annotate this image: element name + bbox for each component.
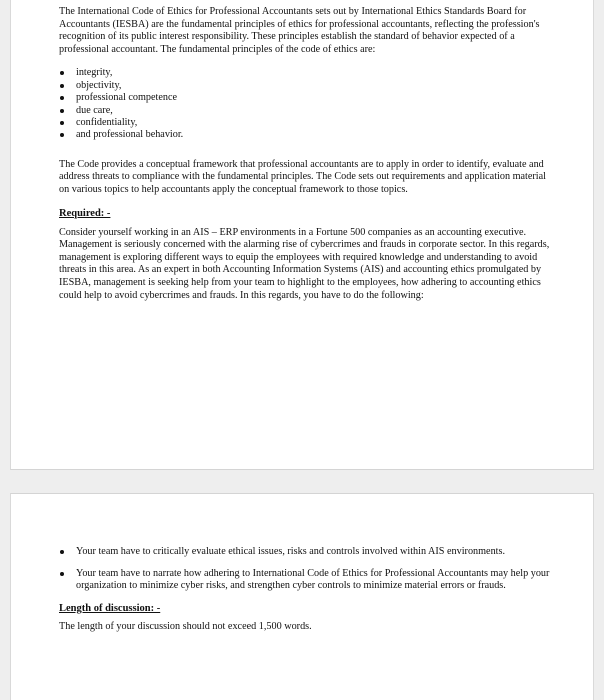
length-paragraph: The length of your discussion should not exceed 1,500 words. <box>59 620 312 632</box>
list-item: due care, <box>59 105 551 117</box>
framework-paragraph: The Code provides a conceptual framework that professional accountants are to apply in order to identify, evaluate and address threats to compliance with the fundamental principles. The Code sets out requirements and application material on various topics to help accountants apply the conceptual framework to those topics. <box>59 158 546 195</box>
list-item: objectivity, <box>59 80 551 92</box>
document-page-1 <box>10 0 594 470</box>
list-item: integrity, <box>59 67 551 79</box>
length-heading: Length of discussion: - <box>59 602 161 614</box>
intro-paragraph: The International Code of Ethics for Professional Accountants sets out by International Ethics Standards Board for Accountants (IESBA) are the fundamental principles of ethics for professional accountants, reflecting the profession's recognition of its public interest responsibility. These principles establish the standard of behavior expected of a professional accountant. The fundamental principles of the code of ethics are: <box>59 6 540 55</box>
list-item: and professional behavior. <box>59 129 551 141</box>
principles-list <box>59 67 551 141</box>
list-item: Your team have to narrate how adhering to International Code of Ethics for Professional Accountants may help your organization to minimize cyber risks, and strengthen cyber controls to minimize material errors or frauds. <box>59 568 551 593</box>
list-item: professional competence <box>59 92 551 104</box>
required-heading: Required: - <box>59 207 111 219</box>
document-page-2 <box>10 493 594 700</box>
scenario-paragraph: Consider yourself working in an AIS – ERP environments in a Fortune 500 companies as an accounting executive. Management is seriously concerned with the alarming rise of cybercrimes and frauds in corporate sector. In this regards, management is exploring different ways to equip the employees with required knowledge and understanding to avoid threats in this area. As an expert in both Accounting Information Systems (AIS) and accounting ethics promulgated by IESBA, management is seeking help from your team to highlight to the employees, how adhering to accounting ethics could help to avoid cybercrimes and frauds. In this regards, you have to do the following: <box>59 226 550 301</box>
list-item: confidentiality, <box>59 117 551 129</box>
tasks-list <box>59 546 551 593</box>
list-item: Your team have to critically evaluate ethical issues, risks and controls involved within AIS environments. <box>59 546 551 559</box>
